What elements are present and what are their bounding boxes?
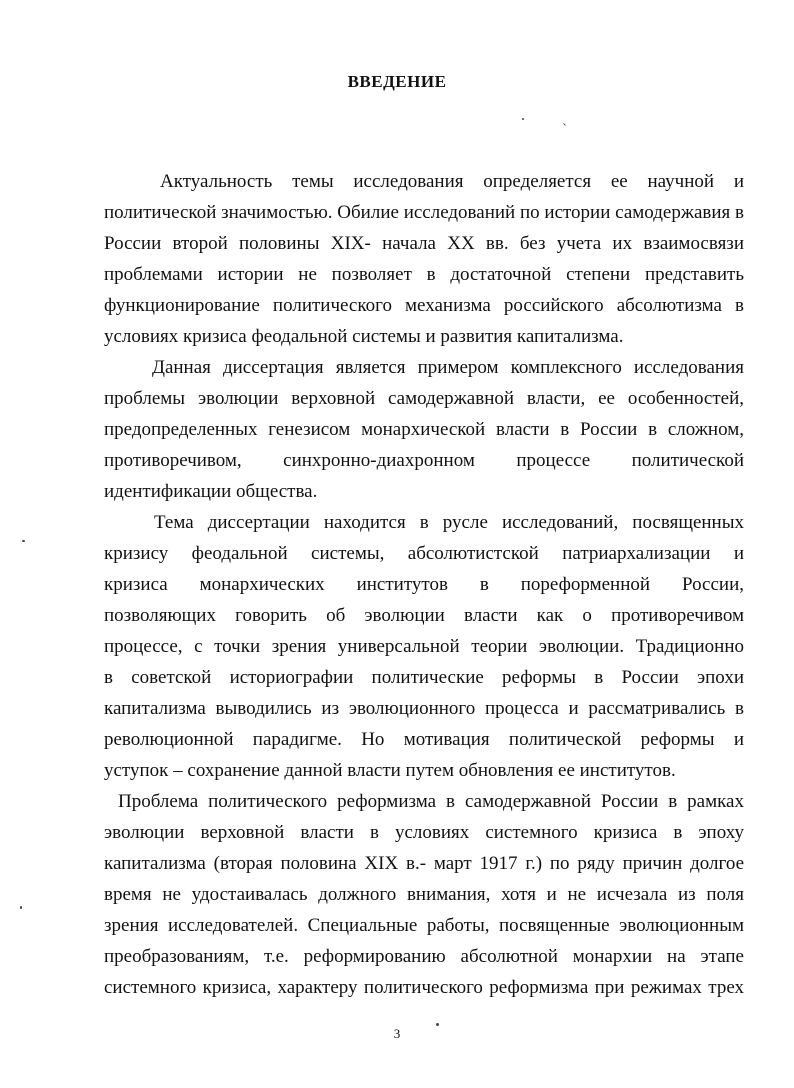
paragraph-1-line-3: России второй половины XIX- начала XX вв. без учета их взаимосвязи (104, 233, 744, 254)
scan-speck (522, 118, 524, 120)
paragraph-3-line-3: кризиса монархических институтов в пореформенной России, (104, 574, 744, 595)
paragraph-4-line-6: преобразованиям, т.е. реформированию абсолютной монархии на этапе (104, 946, 744, 967)
paragraph-3-line-8: революционной парадигме. Но мотивация политической реформы и (104, 729, 744, 750)
paragraph-3-line-9: уступок – сохранение данной власти путем обновления ее институтов. (104, 760, 676, 781)
paragraph-3-line-6: в советской историографии политические реформы в России эпохи (104, 667, 744, 688)
paragraph-4-line-1: Проблема политического реформизма в самодержавной России в рамках (118, 791, 744, 812)
paragraph-3-line-4: позволяющих говорить об эволюции власти как о противоречивом (104, 605, 744, 626)
paragraph-4-line-7: системного кризиса, характеру политического реформизма при режимах трех (104, 977, 744, 998)
paragraph-1-line-2: политической значимостью. Обилие исследований по истории самодержавия в (104, 202, 744, 223)
paragraph-1-line-4: проблемами истории не позволяет в достаточной степени представить (104, 264, 744, 285)
page-title: ВВЕДЕНИЕ (347, 72, 447, 91)
body-text (104, 166, 744, 1003)
paragraph-1-line-6: условиях кризиса феодальной системы и развития капитализма. (104, 326, 624, 347)
paragraph-4-line-3: капитализма (вторая половина XIX в.- март 1917 г.) по ряду причин долгое (104, 853, 744, 874)
scan-speck (22, 540, 25, 542)
scan-speck (563, 123, 566, 126)
scan-speck (436, 1023, 439, 1026)
paragraph-3-line-7: капитализма выводились из эволюционного процесса и рассматривались в (104, 698, 744, 719)
paragraph-2-line-4: противоречивом, синхронно-диахронном процессе политической (104, 450, 744, 471)
paragraph-2-line-1: Данная диссертация является примером комплексного исследования (152, 357, 744, 378)
paragraph-3-line-5: процессе, с точки зрения универсальной теории эволюции. Традиционно (104, 636, 744, 657)
paragraph-3-line-1: Тема диссертации находится в русле исследований, посвященных (154, 512, 744, 533)
paragraph-4-line-4: время не удостаивалась должного внимания, хотя и не исчезала из поля (104, 884, 744, 905)
paragraph-2-line-5: идентификации общества. (104, 481, 318, 502)
paragraph-1-line-1: Актуальность темы исследования определяется ее научной и (160, 171, 744, 192)
paragraph-1-line-5: функционирование политического механизма российского абсолютизма в (104, 295, 744, 316)
page-number: 3 (393, 1026, 401, 1041)
scan-speck (20, 906, 22, 909)
paragraph-4-line-5: зрения исследователей. Специальные работы, посвященные эволюционным (104, 915, 744, 936)
paragraph-3-line-2: кризису феодальной системы, абсолютистской патриархализации и (104, 543, 744, 564)
paragraph-2-line-2: проблемы эволюции верховной самодержавной власти, ее особенностей, (104, 388, 744, 409)
paragraph-2-line-3: предопределенных генезисом монархической власти в России в сложном, (104, 419, 744, 440)
paragraph-4-line-2: эволюции верховной власти в условиях системного кризиса в эпоху (104, 822, 744, 843)
